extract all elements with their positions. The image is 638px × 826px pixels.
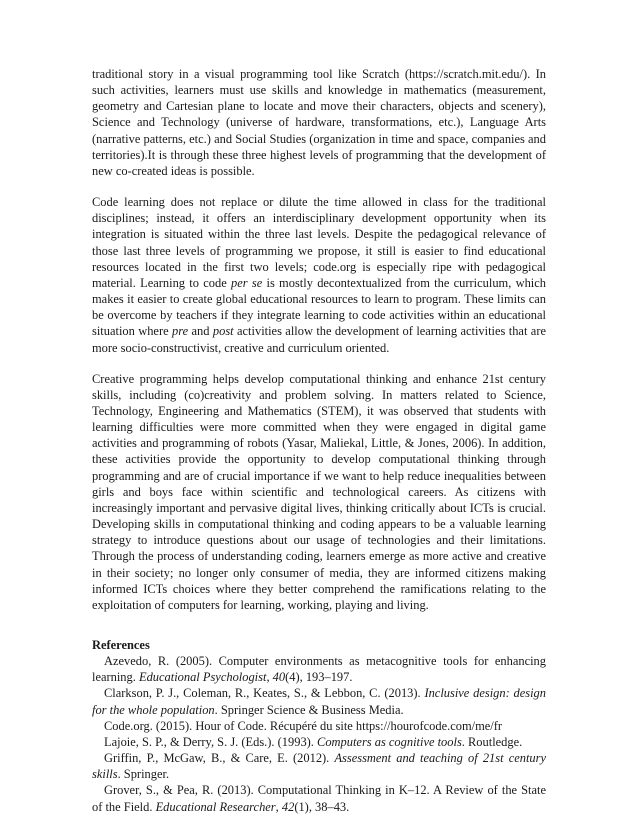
reference-entry (92, 653, 546, 685)
text-run: (1), 38–43. (294, 799, 350, 814)
text-run: Lajoie, S. P., & Derry, S. J. (Eds.). (1993). (104, 734, 318, 749)
text-run: and (188, 324, 213, 339)
text-run: Code.org. (2015). Hour of Code. Récupéré du site https://hourofcode.com/me/fr (104, 718, 503, 733)
body-text (92, 66, 546, 613)
reference-entry (92, 750, 546, 782)
text-run: activities allow the development of learning activities that are more socio-constructivist, creative and curriculum oriented. (92, 324, 546, 355)
text-run: (4), 193–197. (285, 670, 353, 685)
references-section (92, 633, 546, 815)
italic-run: Educational Researcher (155, 799, 276, 814)
text-run: , (266, 670, 273, 685)
references-heading: References (92, 638, 150, 652)
italic-run: Computers as cognitive tools (317, 734, 462, 749)
italic-run: Inclusive design: design for the whole population (92, 686, 546, 717)
italic-run: Educational Psychologist (138, 670, 267, 685)
text-run: Code learning does not replace or dilute the time allowed in class for the traditional disciplines; instead, it offers an interdisciplinary development opportunity when its integration is situated within the three last levels. Despite the pedagogical relevance of those last three levels of programming we propose, it still is easier to find educational resources located in the first two levels; code.org is especially ripe with pedagogical material. Learning to code (92, 195, 546, 290)
reference-entry (92, 782, 546, 814)
text-run: Azevedo, R. (2005). Computer environments as metacognitive tools for enhancing learning. (92, 654, 546, 685)
paragraph (92, 194, 546, 356)
italic-run: post (212, 324, 234, 339)
text-run: . Springer. (117, 767, 170, 782)
reference-entry (92, 718, 546, 734)
text-run: . Routledge. (461, 734, 523, 749)
italic-run: Assessment and teaching of 21st century skills (92, 751, 546, 782)
italic-run: per se (231, 275, 263, 290)
page-body (92, 66, 546, 815)
text-run: Griffin, P., McGaw, B., & Care, E. (2012). (104, 751, 335, 766)
text-run: , (275, 799, 282, 814)
paragraph (92, 371, 546, 613)
reference-entry (92, 685, 546, 717)
reference-entry (92, 734, 546, 750)
italic-run: 42 (281, 799, 295, 814)
italic-run: 40 (272, 670, 286, 685)
text-run: traditional story in a visual programming tool like Scratch (https://scratch.mit.edu/). In such activities, learners must use skills and knowledge in mathematics (measurement, geometry and Cartesian plane to locate and move their characters, objects and scenery), Science and Technology (universe of hardware, transformations, etc.), Language Arts (narrative patterns, etc.) and Social Studies (organization in time and space, companies and territories).It is through these three highest levels of programming that the development of new co-created ideas is possible. (92, 67, 546, 178)
text-run: is mostly decontextualized from the curriculum, which makes it easier to create global educational resources to learn to program. These limits can be overcome by teachers if they integrate learning to code activities within an educational situation where (92, 275, 546, 339)
text-run: Creative programming helps develop computational thinking and enhance 21st century skills, including (co)creativity and problem solving. In matters related to Science, Technology, Engineering and Mathematics (STEM), it was observed that students with learning difficulties were more committed when they were engaged in digital game activities and programming of robots (Yasar, Maliekal, Little, & Jones, 2006). In addition, these activities provide the opportunity to develop computational thinking through programming and are of crucial importance if we want to help reduce inequalities between girls and boys face within scientific and technological careers. As citizens with increasingly important and pervasive digital lives, thinking critically about ICTs is crucial. Developing skills in computational thinking and coding appears to be a valuable learning strategy to introduce questions about our usage of technologies and their limitations. Through the process of understanding coding, learners emerge as more active and creative in their society; no longer only consumer of media, they are informed citizens making informed ICTs choices where they better comprehend the ramifications relating to the exploitation of computers for learning, working, playing and living. (92, 371, 546, 612)
paragraph (92, 66, 546, 179)
italic-run: pre (172, 324, 189, 339)
text-run: Grover, S., & Pea, R. (2013). Computational Thinking in K–12. A Review of the State of the Field. (92, 783, 546, 814)
text-run: . Springer Science & Business Media. (214, 702, 404, 717)
text-run: Clarkson, P. J., Coleman, R., Keates, S., & Lebbon, C. (2013). (104, 686, 425, 701)
